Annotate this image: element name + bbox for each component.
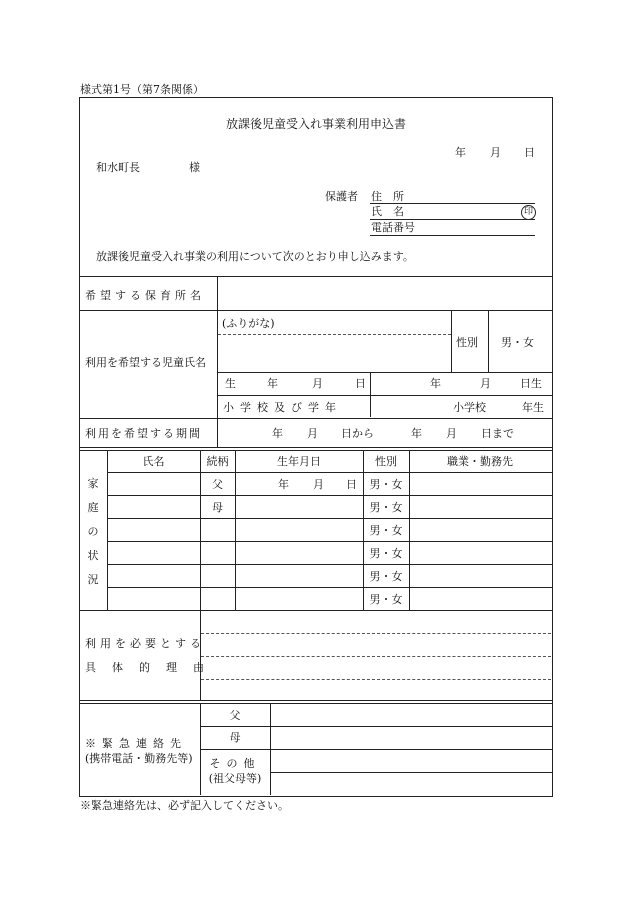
emergency-father-field[interactable]: [271, 704, 551, 726]
address-line[interactable]: [370, 203, 535, 204]
furigana-label: (ふりがな): [222, 317, 275, 330]
period-from: 日から: [341, 427, 374, 440]
birth-year2: 年: [430, 377, 441, 390]
emergency-label-line1: ※緊急連絡先: [85, 737, 187, 750]
child-sex-label: 性別: [456, 336, 478, 349]
name-label: 氏 名: [371, 205, 404, 218]
period-year2: 年: [411, 427, 422, 440]
emergency-other-field[interactable]: [271, 750, 551, 795]
birth-year: 年: [267, 377, 278, 390]
birth-month: 月: [312, 377, 323, 390]
addressee-honorific: 様: [189, 161, 200, 174]
family-header-occupation: 職業・勤務先: [447, 455, 513, 468]
birth-era: 生: [225, 377, 236, 390]
grade-suffix: 年生: [522, 401, 544, 414]
family-row-sex[interactable]: 男・女: [369, 501, 403, 514]
child-name-field[interactable]: [218, 335, 451, 372]
emergency-mother-field[interactable]: [271, 727, 551, 749]
phone-line[interactable]: [370, 235, 535, 236]
birth-born: 日生: [520, 377, 542, 390]
reason-label-line1: 利用を必要とする: [85, 637, 205, 650]
birth-month2: 月: [480, 377, 491, 390]
desired-center-field[interactable]: [218, 277, 551, 310]
family-row-sex[interactable]: 男・女: [369, 524, 403, 537]
family-row-sex[interactable]: 男・女: [369, 478, 403, 491]
desired-center-label: 希望する保育所名: [85, 289, 205, 302]
family-label-4: 状: [87, 549, 99, 562]
reason-field[interactable]: [201, 611, 551, 700]
family-label-2: 庭: [87, 501, 99, 514]
family-row-sex[interactable]: 男・女: [369, 593, 403, 606]
footnote: ※緊急連絡先は、必ず記入してください。: [80, 799, 289, 812]
period-year1: 年: [272, 427, 283, 440]
applicant-role: 保護者: [325, 190, 358, 203]
statement: 放課後児童受入れ事業の利用について次のとおり申し込みます。: [96, 250, 414, 263]
period-month1: 月: [307, 427, 318, 440]
phone-label: 電話番号: [371, 221, 415, 234]
family-header-name: 氏名: [142, 455, 165, 468]
birth-day: 日: [355, 377, 366, 390]
family-header-sex: 性別: [375, 455, 397, 468]
family-row-sex[interactable]: 男・女: [369, 547, 403, 560]
child-sex-options[interactable]: 男・女: [501, 336, 534, 349]
family-row-relation: 父: [212, 478, 223, 491]
period-label: 利用を希望する期間: [85, 427, 202, 440]
family-label-3: の: [87, 525, 99, 538]
family-row-birth-day: 日: [346, 478, 357, 491]
addressee-name: 和水町長: [96, 161, 140, 174]
family-header-birth: 生年月日: [277, 455, 321, 468]
family-row-relation: 母: [212, 501, 223, 514]
emergency-other-label-line2: (祖父母等): [208, 772, 262, 785]
family-label-5: 況: [87, 573, 99, 586]
family-row-birth-year: 年: [278, 478, 289, 491]
family-header-relation: 続柄: [206, 455, 229, 468]
date-day[interactable]: 日: [524, 146, 535, 159]
name-line[interactable]: [370, 219, 535, 220]
period-to: 日まで: [481, 427, 514, 440]
date-year[interactable]: 年: [455, 146, 466, 159]
child-name-label: 利用を希望する児童氏名: [85, 356, 206, 369]
emergency-father-label: 父: [229, 709, 241, 722]
emergency-other-label-line1: その他: [209, 757, 261, 770]
family-row-sex[interactable]: 男・女: [369, 570, 403, 583]
family-label-1: 家: [87, 477, 99, 490]
form-number: 様式第1号（第7条関係）: [80, 83, 204, 96]
emergency-mother-label: 母: [229, 731, 241, 744]
address-label: 住 所: [371, 190, 404, 203]
emergency-label-line2: (携帯電話・勤務先等): [85, 752, 193, 765]
seal-icon: 印: [521, 205, 536, 220]
family-row-birth-month: 月: [313, 478, 324, 491]
school-suffix: 小学校: [453, 401, 486, 414]
period-month2: 月: [446, 427, 457, 440]
reason-label-line2: 具体的理由: [85, 661, 220, 674]
date-month[interactable]: 月: [490, 146, 501, 159]
school-label: 小学校及び学年: [223, 401, 342, 414]
form-title: 放課後児童受入れ事業利用申込書: [225, 117, 406, 131]
